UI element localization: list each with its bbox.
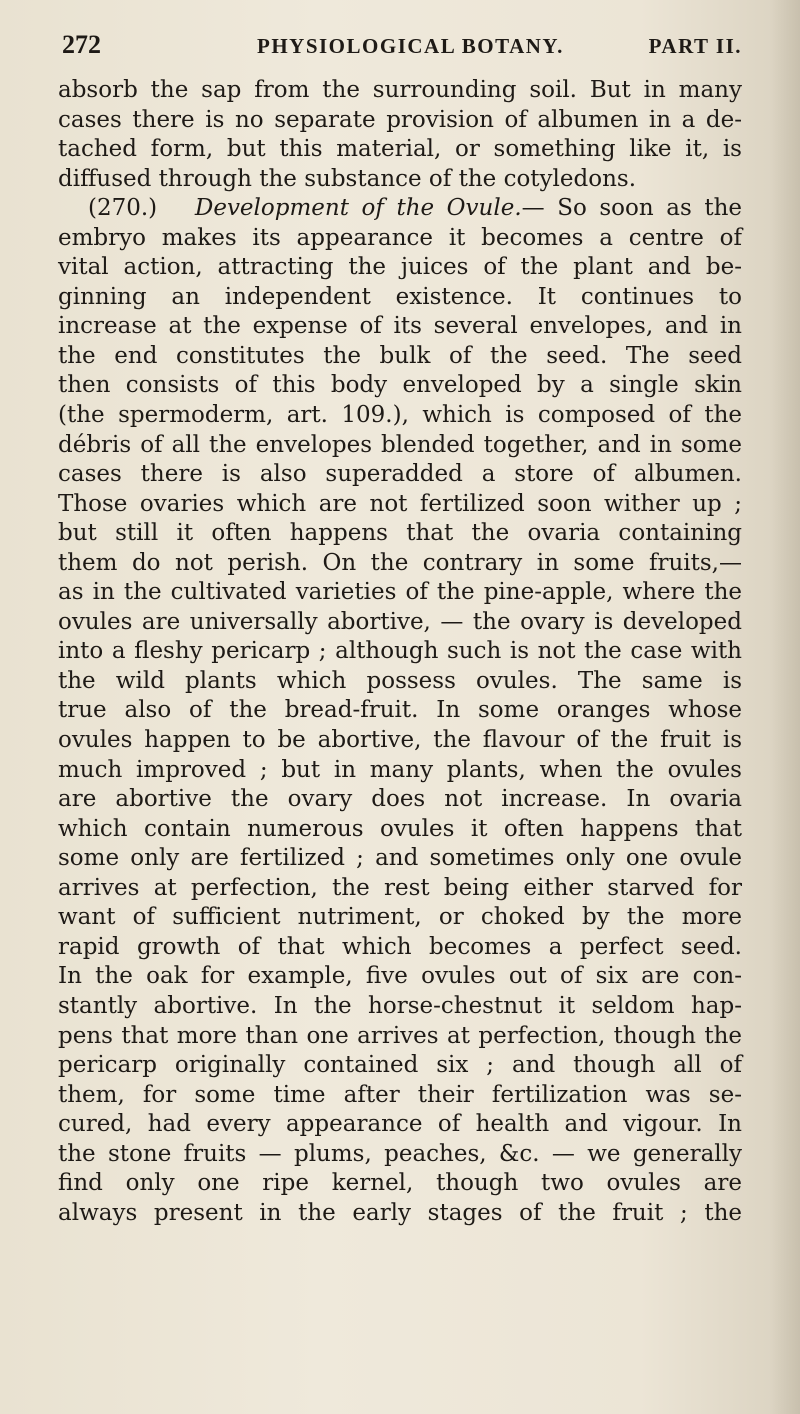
text-line: rapid growth of that which becomes a perfect seed. bbox=[58, 933, 742, 960]
text-line: the wild plants which possess ovules. The same is bbox=[58, 667, 742, 694]
section-number: (270.) bbox=[88, 195, 158, 222]
text-line: pericarp originally contained six ; and though all of bbox=[58, 1052, 742, 1079]
running-header bbox=[62, 30, 742, 64]
text-line: Those ovaries which are not fertilized soon wither up ; bbox=[58, 490, 742, 517]
text-line: but still it often happens that the ovaria containing bbox=[58, 520, 742, 547]
page-edge-shadow bbox=[770, 0, 800, 1414]
text-line: are abortive the ovary does not increase. In ovaria bbox=[58, 786, 742, 813]
page-number: 272 bbox=[62, 30, 101, 59]
text-line: cases there is no separate provision of albumen in a de- bbox=[58, 106, 742, 133]
text-line: the end constitutes the bulk of the seed. The seed bbox=[58, 342, 742, 369]
part-label: PART II. bbox=[648, 34, 742, 58]
text-line: (the spermoderm, art. 109.), which is composed of the bbox=[58, 402, 742, 429]
text-line: ginning an independent existence. It continues to bbox=[58, 283, 742, 310]
text-line: the stone fruits — plums, peaches, &c. — we generally bbox=[58, 1140, 742, 1167]
text-line: pens that more than one arrives at perfection, though the bbox=[58, 1022, 742, 1049]
text-line: them, for some time after their fertilization was se- bbox=[58, 1081, 742, 1108]
text-line: diffused through the substance of the cotyledons. bbox=[58, 165, 637, 192]
text-line: absorb the sap from the surrounding soil. But in many bbox=[58, 77, 742, 103]
text-line: ovules happen to be abortive, the flavour of the fruit is bbox=[58, 727, 742, 754]
text-line: vital action, attracting the juices of the plant and be- bbox=[58, 254, 742, 281]
text-line: as in the cultivated varieties of the pine-apple, where the bbox=[58, 579, 742, 606]
text-line: embryo makes its appearance it becomes a centre of bbox=[58, 224, 742, 251]
text-line: them do not perish. On the contrary in some fruits,— bbox=[58, 549, 742, 576]
text-line: increase at the expense of its several envelopes, and in bbox=[58, 313, 742, 340]
text-line: some only are fertilized ; and sometimes only one ovule bbox=[58, 845, 742, 872]
text-line: débris of all the envelopes blended together, and in some bbox=[58, 431, 742, 458]
text-line: which contain numerous ovules it often happens that bbox=[58, 815, 742, 842]
text-line: much improved ; but in many plants, when the ovules bbox=[58, 756, 742, 783]
text-line: then consists of this body enveloped by a single skin bbox=[58, 372, 742, 399]
running-title: PHYSIOLOGICAL BOTANY. bbox=[257, 34, 564, 58]
text-line: stantly abortive. In the horse-chestnut it seldom hap- bbox=[58, 992, 742, 1019]
body-text bbox=[58, 76, 742, 1228]
text-line: In the oak for example, five ovules out of six are con- bbox=[58, 963, 742, 990]
text-line: cases there is also superadded a store of albumen. bbox=[58, 461, 742, 488]
text-line: ovules are universally abortive, — the ovary is developed bbox=[58, 608, 742, 635]
text-line: arrives at perfection, the rest being either starved for bbox=[58, 874, 742, 901]
text-line: into a fleshy pericarp ; although such is not the case with bbox=[58, 638, 742, 665]
text-line: find only one ripe kernel, though two ovules are bbox=[58, 1170, 742, 1197]
text-line: want of sufficient nutriment, or choked by the more bbox=[58, 904, 742, 931]
text-line: cured, had every appearance of health and vigour. In bbox=[58, 1111, 742, 1138]
text-line: always present in the early stages of the fruit ; the bbox=[58, 1199, 742, 1226]
text-line: true also of the bread-fruit. In some oranges whose bbox=[58, 697, 742, 724]
section-lead-text: — So soon as the bbox=[521, 195, 742, 222]
section-heading-line bbox=[58, 194, 742, 224]
section-heading: Development of the Ovule. bbox=[194, 195, 522, 222]
text-line: tached form, but this material, or something like it, is bbox=[58, 136, 742, 163]
